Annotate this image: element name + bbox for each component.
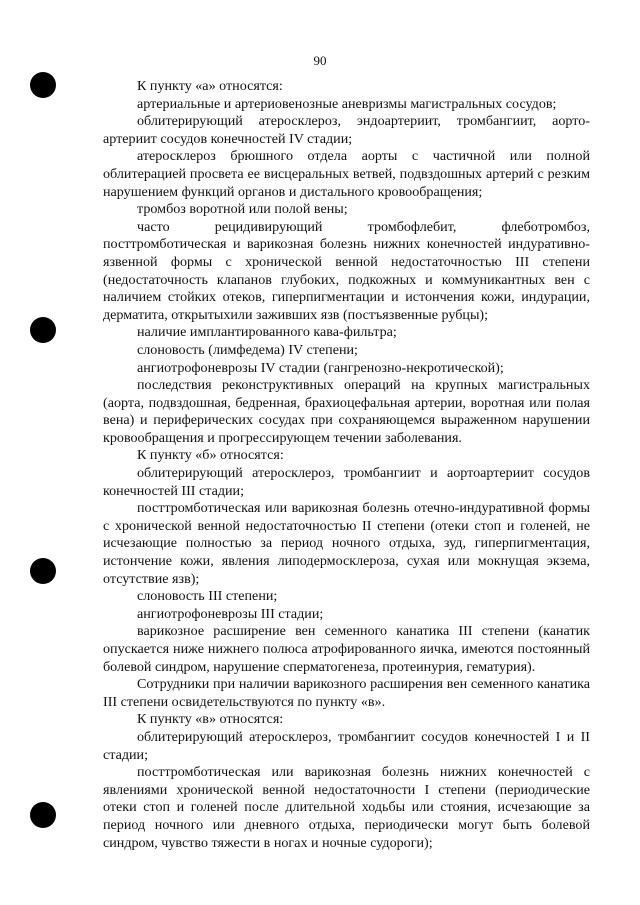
paragraph: артериальные и артериовенозные аневризмы магистральных сосудов; bbox=[137, 95, 557, 112]
punch-hole-marker bbox=[30, 802, 56, 828]
punch-hole-marker bbox=[30, 72, 56, 98]
paragraph: слоновость III степени; bbox=[137, 588, 278, 605]
paragraph: последствия реконструктивных операций на крупных магистральных (аорта, подвздошная, бедренная, брахиоцефальная артерии, воротная или полая вена) и периферических сосудах при сохраняющемся выраженном нарушении кровообращения и прогрессирующем течении заболевания. bbox=[103, 377, 590, 446]
paragraph: посттромботическая или варикозная болезнь отечно-индуративной формы с хронической венной недостаточностью II степени (отеки стоп и голеней, не исчезающие полностью за период ночного отдыха, зуд, гиперпигментация, истончение кожи, явления липодермосклероза, сухая или мокнущая экзема, отсутствие язв); bbox=[103, 500, 590, 587]
paragraph: К пункту «а» относятся: bbox=[137, 78, 283, 94]
paragraph: часто рецидивирующий тромбофлебит, флеботромбоз, посттромботическая и варикозная болезнь нижних конечностей индуративно-язвенной формы с хронической венной недостаточностью III степени (недостаточность клапанов глубоких, подкожных и коммуникантных вен с наличием стойких отеков, гиперпигментации и истончения кожи, индурации, дерматита, открытыхили заживших язв (постъязвенные рубцы); bbox=[103, 218, 590, 323]
paragraph: тромбоз воротной или полой вены; bbox=[137, 201, 348, 218]
paragraph: облитерирующий атеросклероз, тромбангиит и аортоартериит сосудов конечностей III стадии; bbox=[103, 465, 590, 499]
paragraph: наличие имплантированного кава-фильтра; bbox=[137, 324, 397, 341]
paragraph: К пункту «в» относятся: bbox=[137, 711, 284, 728]
paragraph: Сотрудники при наличии варикозного расширения вен семенного канатика III степени освидетельствуются по пункту «в». bbox=[103, 676, 590, 710]
paragraph: варикозное расширение вен семенного канатика III степени (канатик опускается ниже нижнего полюса атрофированного яичка, имеются постоянный болевой синдром, нарушение сперматогенеза, протеинурия, гематурия). bbox=[103, 623, 590, 675]
paragraph: слоновость (лимфедема) IV степени; bbox=[137, 341, 358, 358]
paragraph: облитерирующий атеросклероз, тромбангиит сосудов конечностей I и II стадии; bbox=[103, 728, 590, 763]
page-number: 90 bbox=[313, 53, 327, 68]
punch-hole-marker bbox=[30, 558, 56, 584]
paragraph: ангиотрофоневрозы III стадии; bbox=[137, 605, 324, 622]
paragraph: ангиотрофоневрозы IV стадии (гангренозно-некротической); bbox=[137, 359, 504, 376]
paragraph: облитерирующий атеросклероз, эндоартериит, тромбангиит, аорто-артериит сосудов конечностей IV стадии; bbox=[103, 113, 590, 147]
paragraph: атеросклероз брюшного отдела аорты с частичной или полной облитерацией просвета ее висцеральных ветвей, подвздошных артерий с резким нарушением функций органов и дистального кровообращения; bbox=[103, 148, 590, 200]
punch-hole-marker bbox=[30, 317, 56, 343]
paragraph: К пункту «б» относятся: bbox=[137, 447, 284, 464]
document-body bbox=[103, 78, 590, 852]
paragraph: посттромботическая или варикозная болезнь нижних конечностей с явлениями хронической венной недостаточности I степени (периодические отеки стоп и голеней после длительной ходьбы или стояния, исчезающие за период ночного или дневного отдыха, периодически могут быть болевой синдром, чувство тяжести в ногах и ночные судороги); bbox=[103, 764, 590, 851]
